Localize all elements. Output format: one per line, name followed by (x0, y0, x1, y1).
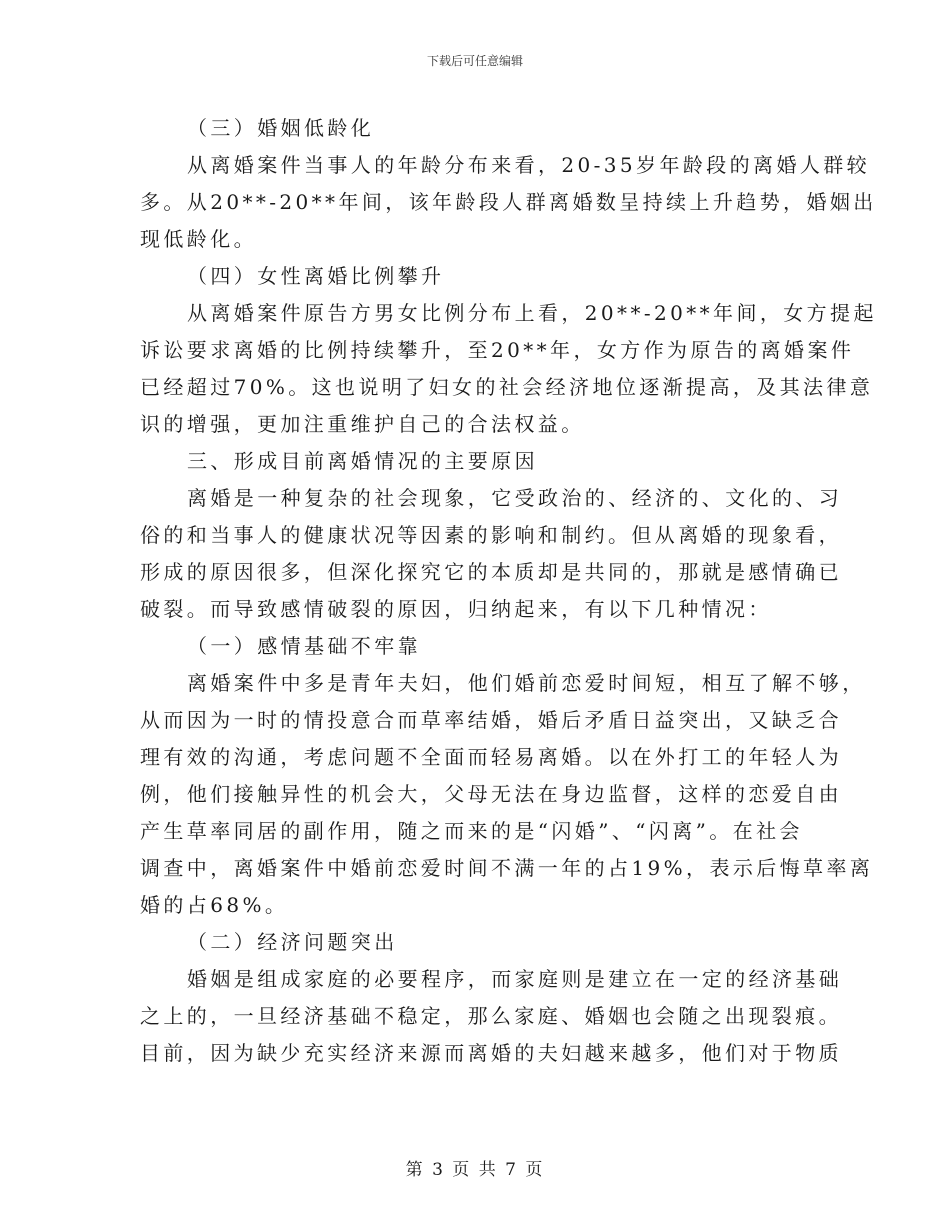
document-body (140, 110, 877, 1072)
subheading-economic-problems: （二）经济问题突出 (187, 930, 398, 954)
paragraph-line: 调查中，离婚案件中婚前恋爱时间不满一年的占19%，表示后悔草率离 (140, 856, 874, 880)
page-footer-page-number: 第 3 页 共 7 页 (405, 1160, 545, 1180)
paragraph-line: 目前，因为缺少充实经济来源而离婚的夫妇越来越多，他们对于物质 (140, 1041, 842, 1065)
paragraph-line: 形成的原因很多，但深化探究它的本质却是共同的，那就是感情确已 (140, 560, 842, 584)
paragraph-line: 理有效的沟通，考虑问题不全面而轻易离婚。以在外打工的年轻人为 (140, 745, 842, 769)
paragraph-line: 从离婚案件当事人的年龄分布来看，20-35岁年龄段的离婚人群较 (187, 153, 871, 177)
paragraph-line: 破裂。而导致感情破裂的原因，归纳起来，有以下几种情况： (140, 597, 772, 621)
page-header: 下载后可任意编辑 (426, 54, 523, 68)
paragraph-line: 现低龄化。 (140, 227, 257, 251)
section-heading-main-causes: 三、形成目前离婚情况的主要原因 (187, 449, 538, 473)
paragraph-line: 之上的，一旦经济基础不稳定，那么家庭、婚姻也会随之出现裂痕。 (140, 1004, 842, 1028)
paragraph-line: 例，他们接触异性的机会大，父母无法在身边监督，这样的恋爱自由 (140, 782, 842, 806)
paragraph-line: 俗的和当事人的健康状况等因素的影响和制约。但从离婚的现象看， (140, 523, 842, 547)
paragraph-line: 已经超过70%。这也说明了妇女的社会经济地位逐渐提高，及其法律意 (140, 375, 874, 399)
paragraph-line: 婚的占68%。 (140, 893, 289, 917)
subheading-female-divorce-rise: （四）女性离婚比例攀升 (187, 264, 445, 288)
paragraph-line: 产生草率同居的副作用，随之而来的是“闪婚”、“闪离”。在社会 (140, 819, 803, 843)
paragraph-line: 从而因为一时的情投意合而草率结婚，婚后矛盾日益突出，又缺乏合 (140, 708, 842, 732)
paragraph-line: 离婚案件中多是青年夫妇，他们婚前恋爱时间短，相互了解不够， (187, 671, 866, 695)
paragraph-line: 婚姻是组成家庭的必要程序，而家庭则是建立在一定的经济基础 (187, 967, 843, 991)
subheading-weak-emotional-basis: （一）感情基础不牢靠 (187, 634, 421, 658)
paragraph-line: 识的增强，更加注重维护自己的合法权益。 (140, 412, 585, 436)
paragraph-line: 从离婚案件原告方男女比例分布上看，20**-20**年间，女方提起 (187, 301, 877, 325)
paragraph-line: 离婚是一种复杂的社会现象，它受政治的、经济的、文化的、习 (187, 486, 843, 510)
paragraph-line: 多。从20**-20**年间，该年龄段人群离婚数呈持续上升趋势，婚姻出 (140, 190, 877, 214)
subheading-marriage-younger: （三）婚姻低龄化 (187, 116, 375, 140)
paragraph-line: 诉讼要求离婚的比例持续攀升，至20**年，女方作为原告的离婚案件 (140, 338, 855, 362)
